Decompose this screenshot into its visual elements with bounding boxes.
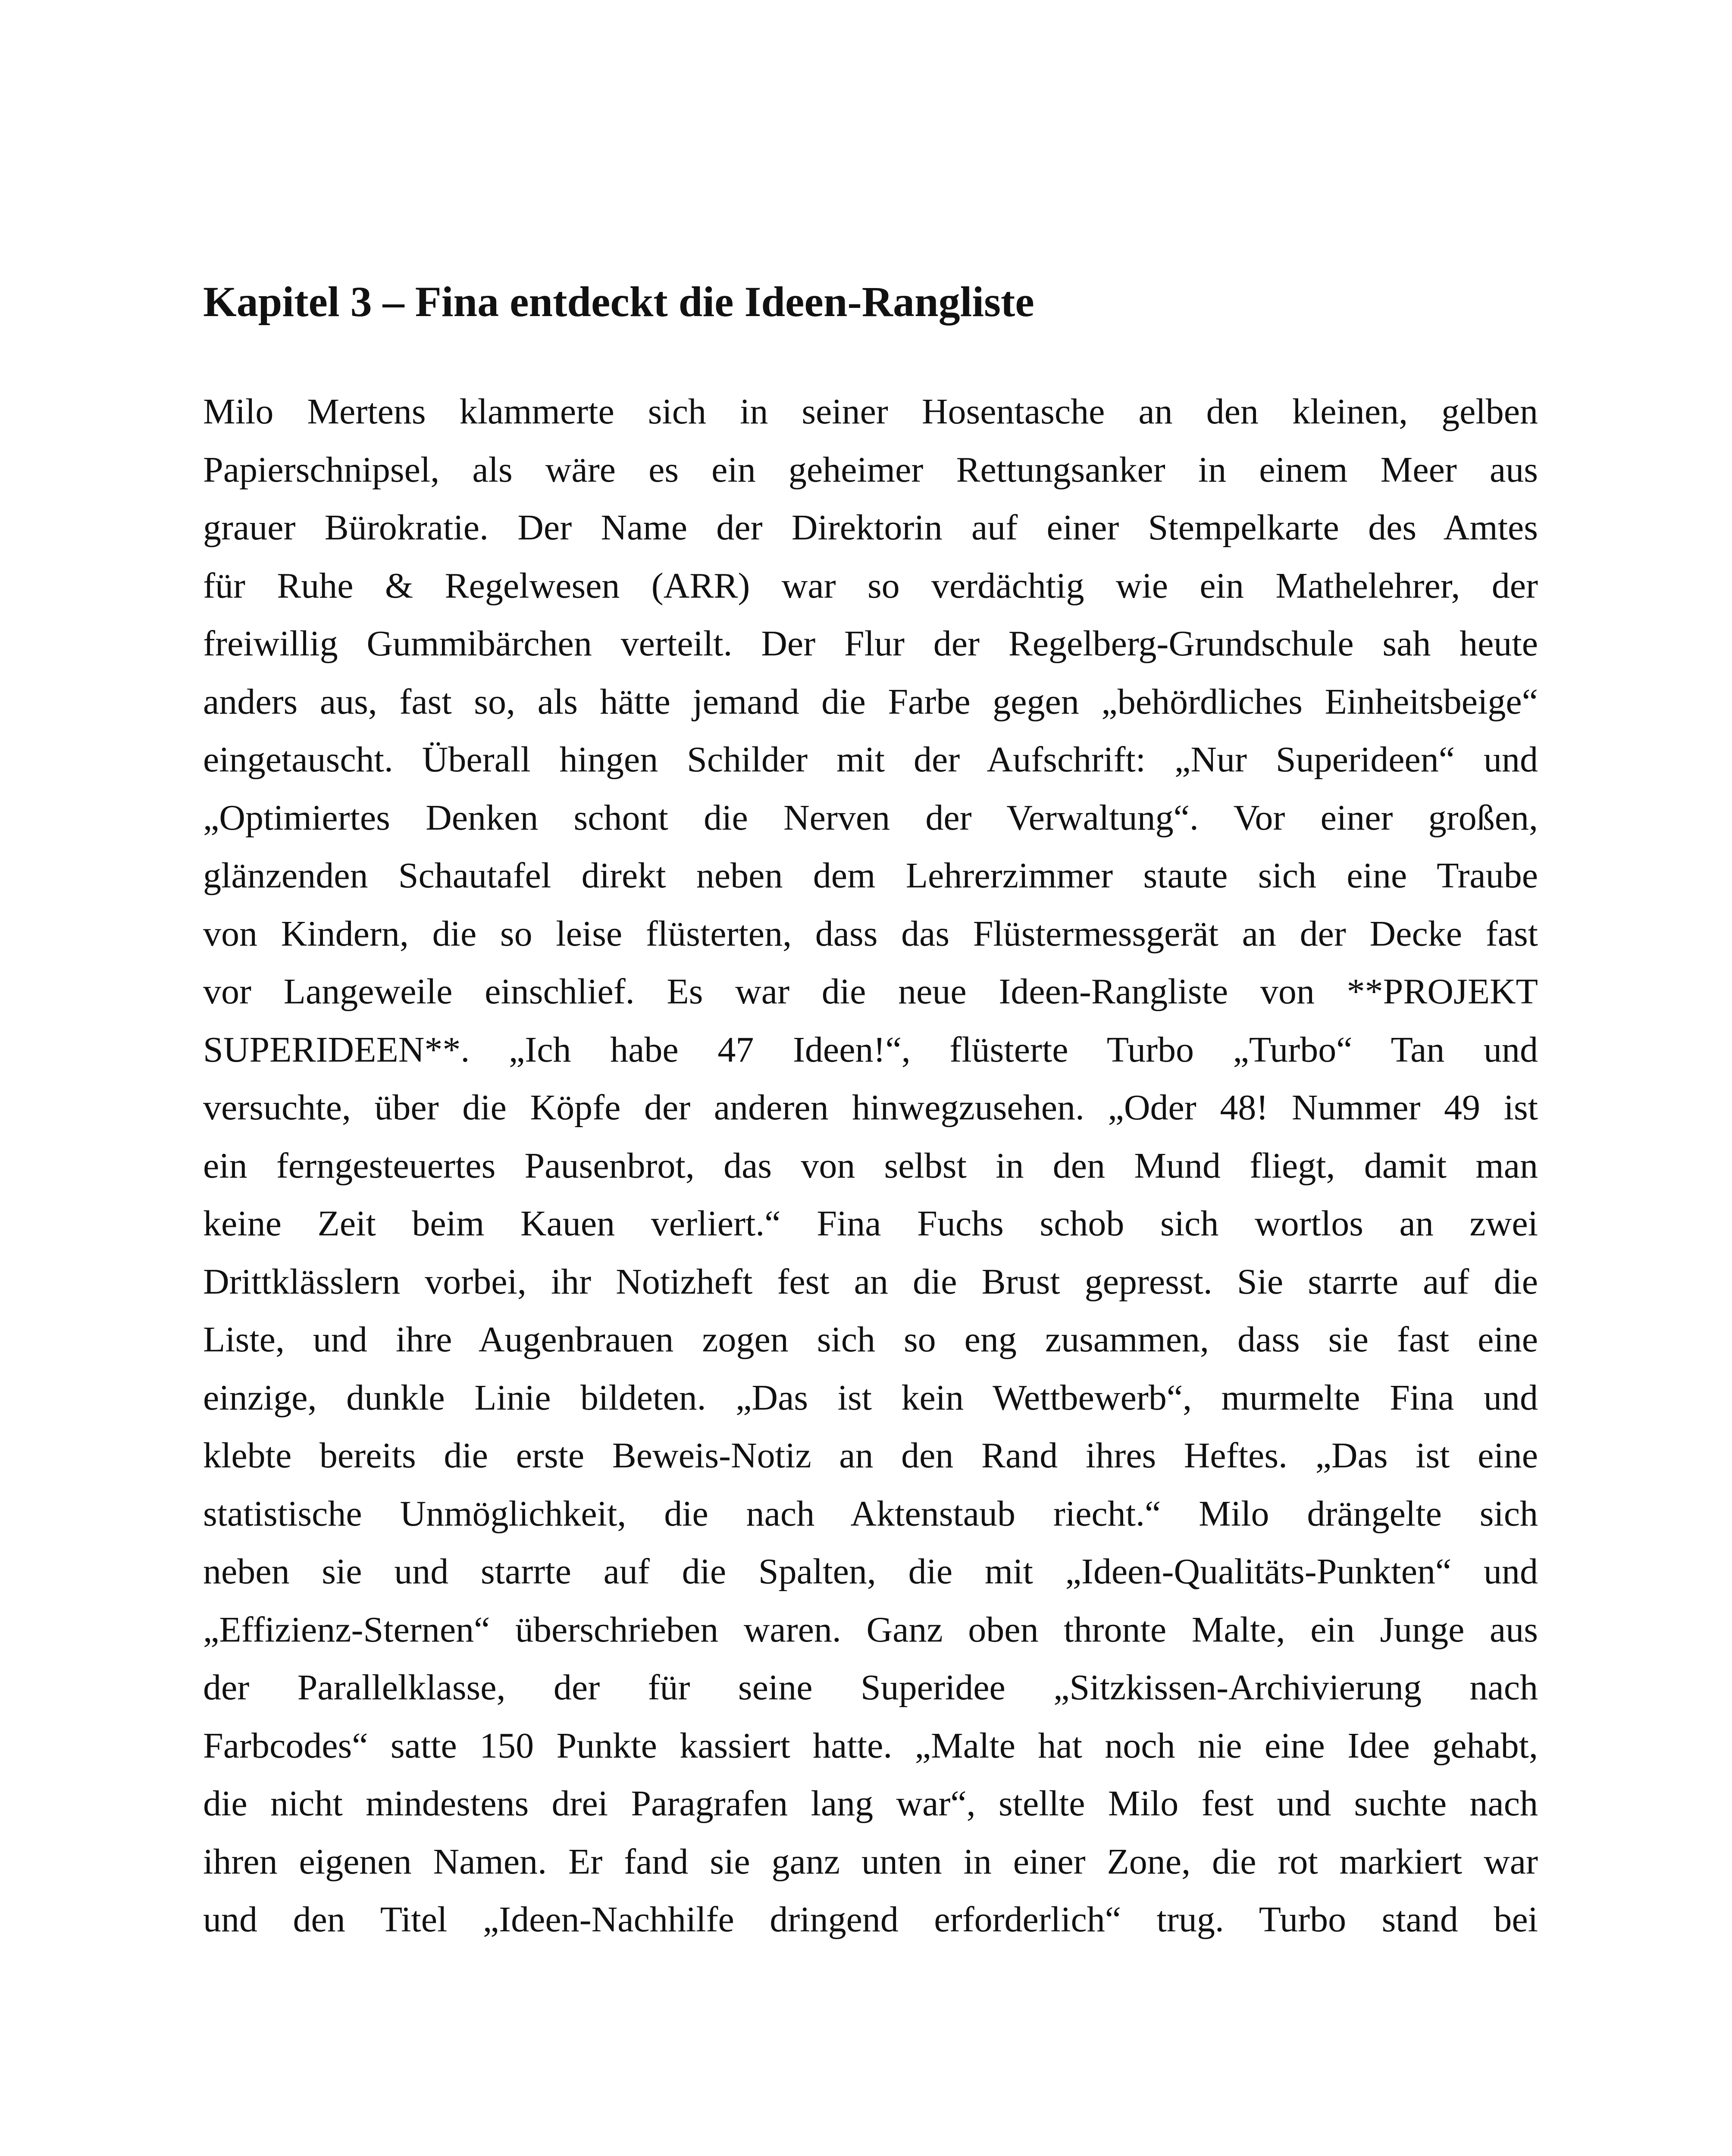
- text-line: der Parallelklasse, der für seine Superidee „Sitzkissen-Archivierung nach: [203, 1667, 1538, 1708]
- text-line: eingetauscht. Überall hingen Schilder mit der Aufschrift: „Nur Superideen“ und: [203, 740, 1538, 780]
- text-line: von Kindern, die so leise flüsterten, dass das Flüstermessgerät an der Decke fast: [203, 913, 1538, 954]
- text-line: „Effizienz-Sternen“ überschrieben waren. Ganz oben thronte Malte, ein Junge aus: [203, 1609, 1538, 1650]
- text-line: statistische Unmöglichkeit, die nach Aktenstaub riecht.“ Milo drängelte sich: [203, 1493, 1538, 1534]
- text-line: grauer Bürokratie. Der Name der Direktorin auf einer Stempelkarte des Amtes: [203, 508, 1538, 548]
- text-line: vor Langeweile einschlief. Es war die neue Ideen-Rangliste von **PROJEKT: [203, 971, 1538, 1012]
- text-line: neben sie und starrte auf die Spalten, die mit „Ideen-Qualitäts-Punkten“ und: [203, 1551, 1538, 1592]
- text-line: und den Titel „Ideen-Nachhilfe dringend erforderlich“ trug. Turbo stand bei: [203, 1899, 1538, 1940]
- chapter-title: Kapitel 3 – Fina entdeckt die Ideen-Rangliste: [203, 278, 1034, 326]
- text-line: „Optimiertes Denken schont die Nerven der Verwaltung“. Vor einer großen,: [203, 797, 1538, 838]
- text-line: anders aus, fast so, als hätte jemand die Farbe gegen „behördliches Einheitsbeige“: [203, 681, 1538, 722]
- text-line: Farbcodes“ satte 150 Punkte kassiert hatte. „Malte hat noch nie eine Idee gehabt,: [203, 1725, 1538, 1766]
- text-line: Milo Mertens klammerte sich in seiner Hosentasche an den kleinen, gelben: [203, 392, 1538, 432]
- text-line: Papierschnipsel, als wäre es ein geheimer Rettungsanker in einem Meer aus: [203, 449, 1538, 490]
- text-line: ein ferngesteuertes Pausenbrot, das von selbst in den Mund fliegt, damit man: [203, 1145, 1538, 1186]
- text-line: keine Zeit beim Kauen verliert.“ Fina Fuchs schob sich wortlos an zwei: [203, 1203, 1538, 1244]
- text-line: versuchte, über die Köpfe der anderen hinwegzusehen. „Oder 48! Nummer 49 ist: [203, 1087, 1538, 1128]
- text-line: Liste, und ihre Augenbrauen zogen sich so eng zusammen, dass sie fast eine: [203, 1319, 1538, 1360]
- chapter-body: [203, 383, 1538, 1949]
- text-line: für Ruhe & Regelwesen (ARR) war so verdächtig wie ein Mathelehrer, der: [203, 565, 1538, 606]
- text-line: klebte bereits die erste Beweis-Notiz an den Rand ihres Heftes. „Das ist eine: [203, 1435, 1538, 1476]
- text-line: freiwillig Gummibärchen verteilt. Der Flur der Regelberg-Grundschule sah heute: [203, 624, 1538, 664]
- text-line: die nicht mindestens drei Paragrafen lang war“, stellte Milo fest und suchte nach: [203, 1783, 1538, 1824]
- text-line: Drittklässlern vorbei, ihr Notizheft fest an die Brust gepresst. Sie starrte auf die: [203, 1261, 1538, 1302]
- text-line: einzige, dunkle Linie bildeten. „Das ist kein Wettbewerb“, murmelte Fina und: [203, 1377, 1538, 1418]
- text-line: glänzenden Schautafel direkt neben dem Lehrerzimmer staute sich eine Traube: [203, 856, 1538, 896]
- text-line: ihren eigenen Namen. Er fand sie ganz unten in einer Zone, die rot markiert war: [203, 1841, 1538, 1882]
- text-line: SUPERIDEEN**. „Ich habe 47 Ideen!“, flüsterte Turbo „Turbo“ Tan und: [203, 1029, 1538, 1070]
